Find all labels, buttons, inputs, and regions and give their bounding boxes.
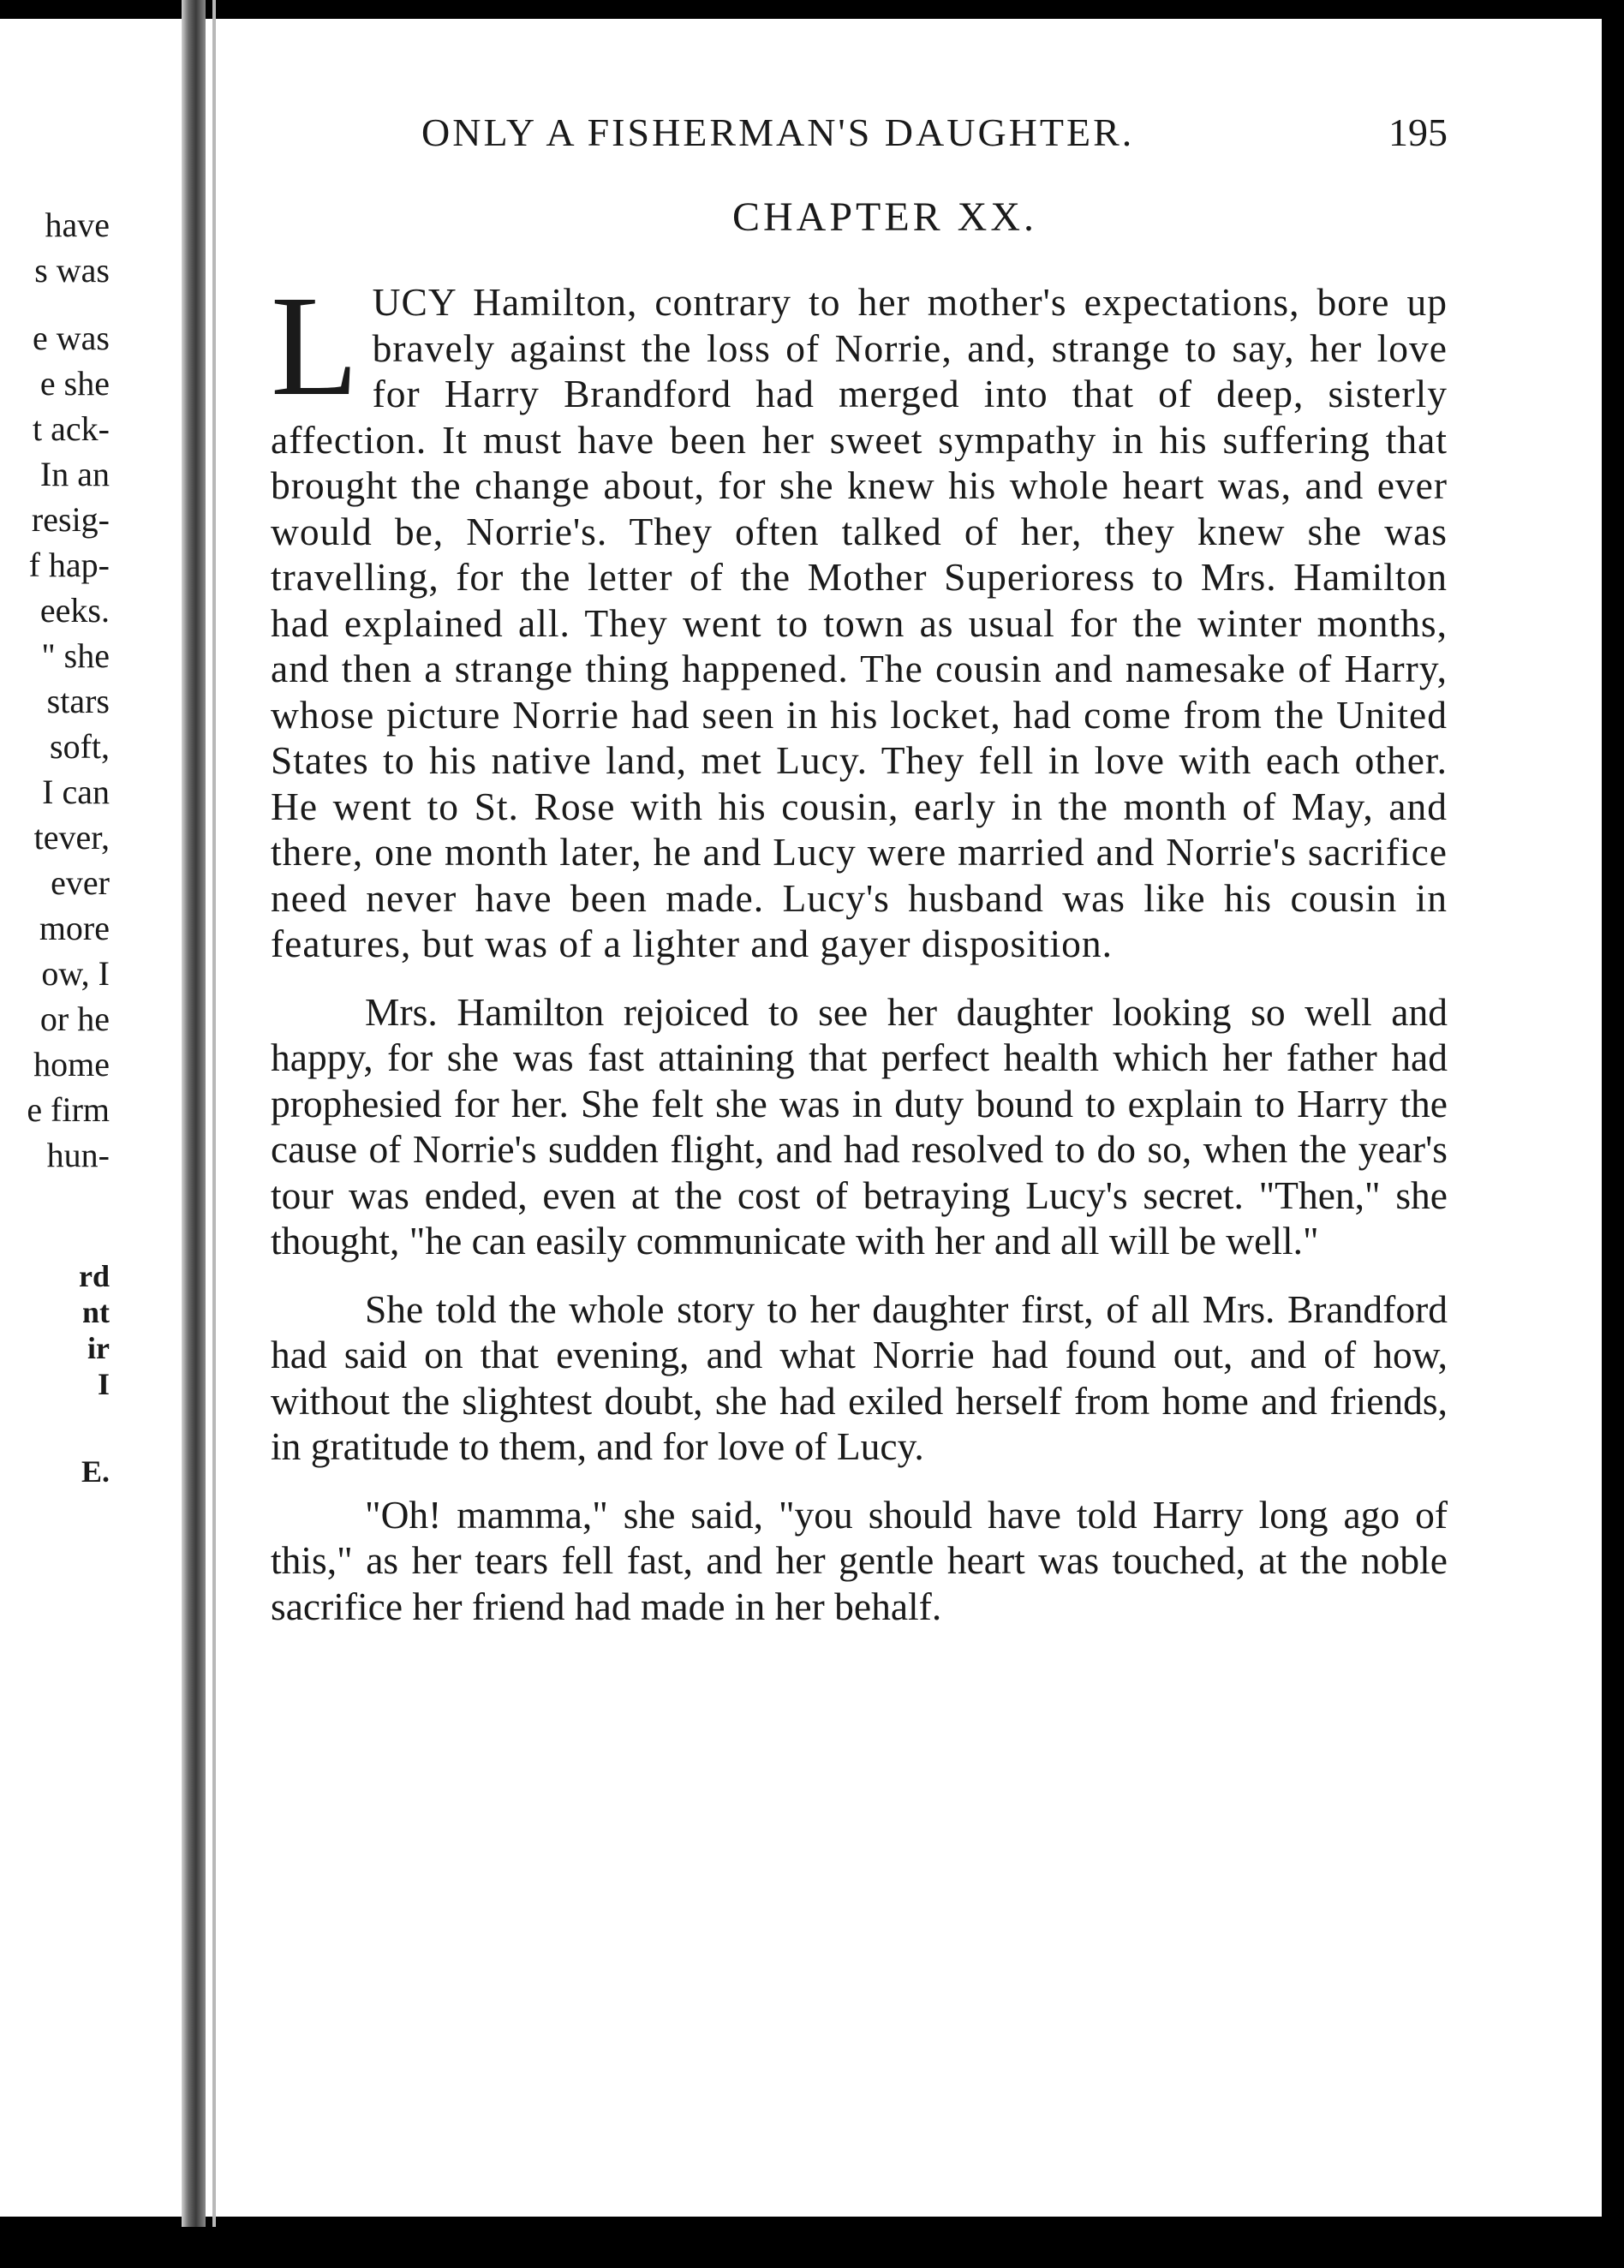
left-fragment-gap xyxy=(0,293,110,315)
left-fragment-line: e she xyxy=(39,364,110,403)
left-fragment-line: s was xyxy=(34,251,110,289)
book-page xyxy=(271,110,1448,1629)
left-fragment-line: hun- xyxy=(46,1136,110,1174)
left-page-fragment xyxy=(0,202,110,1489)
left-fragment-line: ow, I xyxy=(41,954,110,993)
left-fragment-line: e firm xyxy=(27,1090,110,1129)
left-fragment-line: In an xyxy=(39,455,110,493)
book-gutter xyxy=(182,0,206,2227)
paragraph-2: Mrs. Hamilton rejoiced to see her daughter looking so well and happy, for she was fast attaining that perfect health which her father had prophesied for her. She felt she was in duty bound to explain to Harry the cause of Norrie's sudden flight, and had resolved to do so, when the year's tour was ended, even at the cost of betraying Lucy's secret. "Then," she thought, "he can easily communicate with her and all will be well." xyxy=(271,989,1448,1262)
left-fragment-gap xyxy=(0,1402,110,1453)
left-fragment-line: e was xyxy=(33,319,110,357)
left-fragment-line: t ack- xyxy=(33,409,110,448)
left-fragment-gap xyxy=(0,1178,110,1258)
left-fragment-bold-line: E. xyxy=(81,1454,110,1489)
left-fragment-bold-line: rd xyxy=(79,1259,110,1293)
left-fragment-line: more xyxy=(39,909,110,947)
paragraph-1-text: UCY Hamilton, contrary to her mother's expectations, bore up bravely against the loss of Norrie, and, strange to say, her love for Harry Brandford had merged into that of deep, sisterly affection. It must have been her sweet sympathy in his suffering that brought the change about, for she knew his whole heart was, and ever would be, Norrie's. They often talked of her, they knew she was travelling, for the letter of the Mother Superioress to Mrs. Hamilton had explained all. They went to town as usual for the winter months, and then a strange thing happened. The cousin and namesake of Harry, whose picture Norrie had seen in his locket, had come from the United States to his native land, met Lucy. They fell in love with each other. He went to St. Rose with his cousin, early in the month of May, and there, one month later, he and Lucy were married and Norrie's sacrifice need never have been made. Lucy's husband was like his cousin in features, but was of a lighter and gayer disposition. xyxy=(271,280,1448,965)
paragraph-3: She told the whole story to her daughter first, of all Mrs. Brandford had said on that evening, and what Norrie had found out, and of how, without the slightest doubt, she had exiled herself from home and friends, in gratitude to them, and for love of Lucy. xyxy=(271,1286,1448,1468)
drop-cap: L xyxy=(271,266,359,426)
left-fragment-line: " she xyxy=(41,636,110,675)
book-gutter-edge xyxy=(212,0,216,2227)
left-fragment-line: resig- xyxy=(31,500,110,539)
running-head xyxy=(271,110,1448,168)
left-fragment-line: I can xyxy=(42,773,110,811)
chapter-body xyxy=(271,266,1448,1629)
left-fragment-line: or he xyxy=(39,1000,110,1038)
chapter-title: CHAPTER XX. xyxy=(731,194,1038,240)
left-fragment-line: tever, xyxy=(33,818,110,856)
paragraph-1 xyxy=(271,266,1448,967)
scan-border-right xyxy=(1602,0,1624,2268)
left-fragment-line: home xyxy=(33,1045,110,1083)
left-fragment-line: soft, xyxy=(50,727,110,766)
left-fragment-line: stars xyxy=(46,682,110,720)
paragraph-4: "Oh! mamma," she said, "you should have told Harry long ago of this," as her tears fell fast, and her gentle heart was touched, at the noble sacrifice her friend had made in her behalf. xyxy=(271,1492,1448,1628)
left-fragment-bold-line: nt xyxy=(81,1295,110,1329)
scan-border-bottom xyxy=(0,2217,1624,2268)
left-fragment-line: ever xyxy=(51,863,110,902)
left-fragment-line: eeks. xyxy=(39,591,110,630)
left-fragment-bold-line: ir xyxy=(87,1331,110,1365)
left-fragment-line: have xyxy=(45,206,110,244)
running-title: ONLY A FISHERMAN'S DAUGHTER. xyxy=(421,110,1135,154)
scan-border-top xyxy=(0,0,1624,19)
left-fragment-line: f hap- xyxy=(28,546,110,584)
left-fragment-bold-line: I xyxy=(97,1367,110,1401)
page-number: 195 xyxy=(1388,110,1448,154)
